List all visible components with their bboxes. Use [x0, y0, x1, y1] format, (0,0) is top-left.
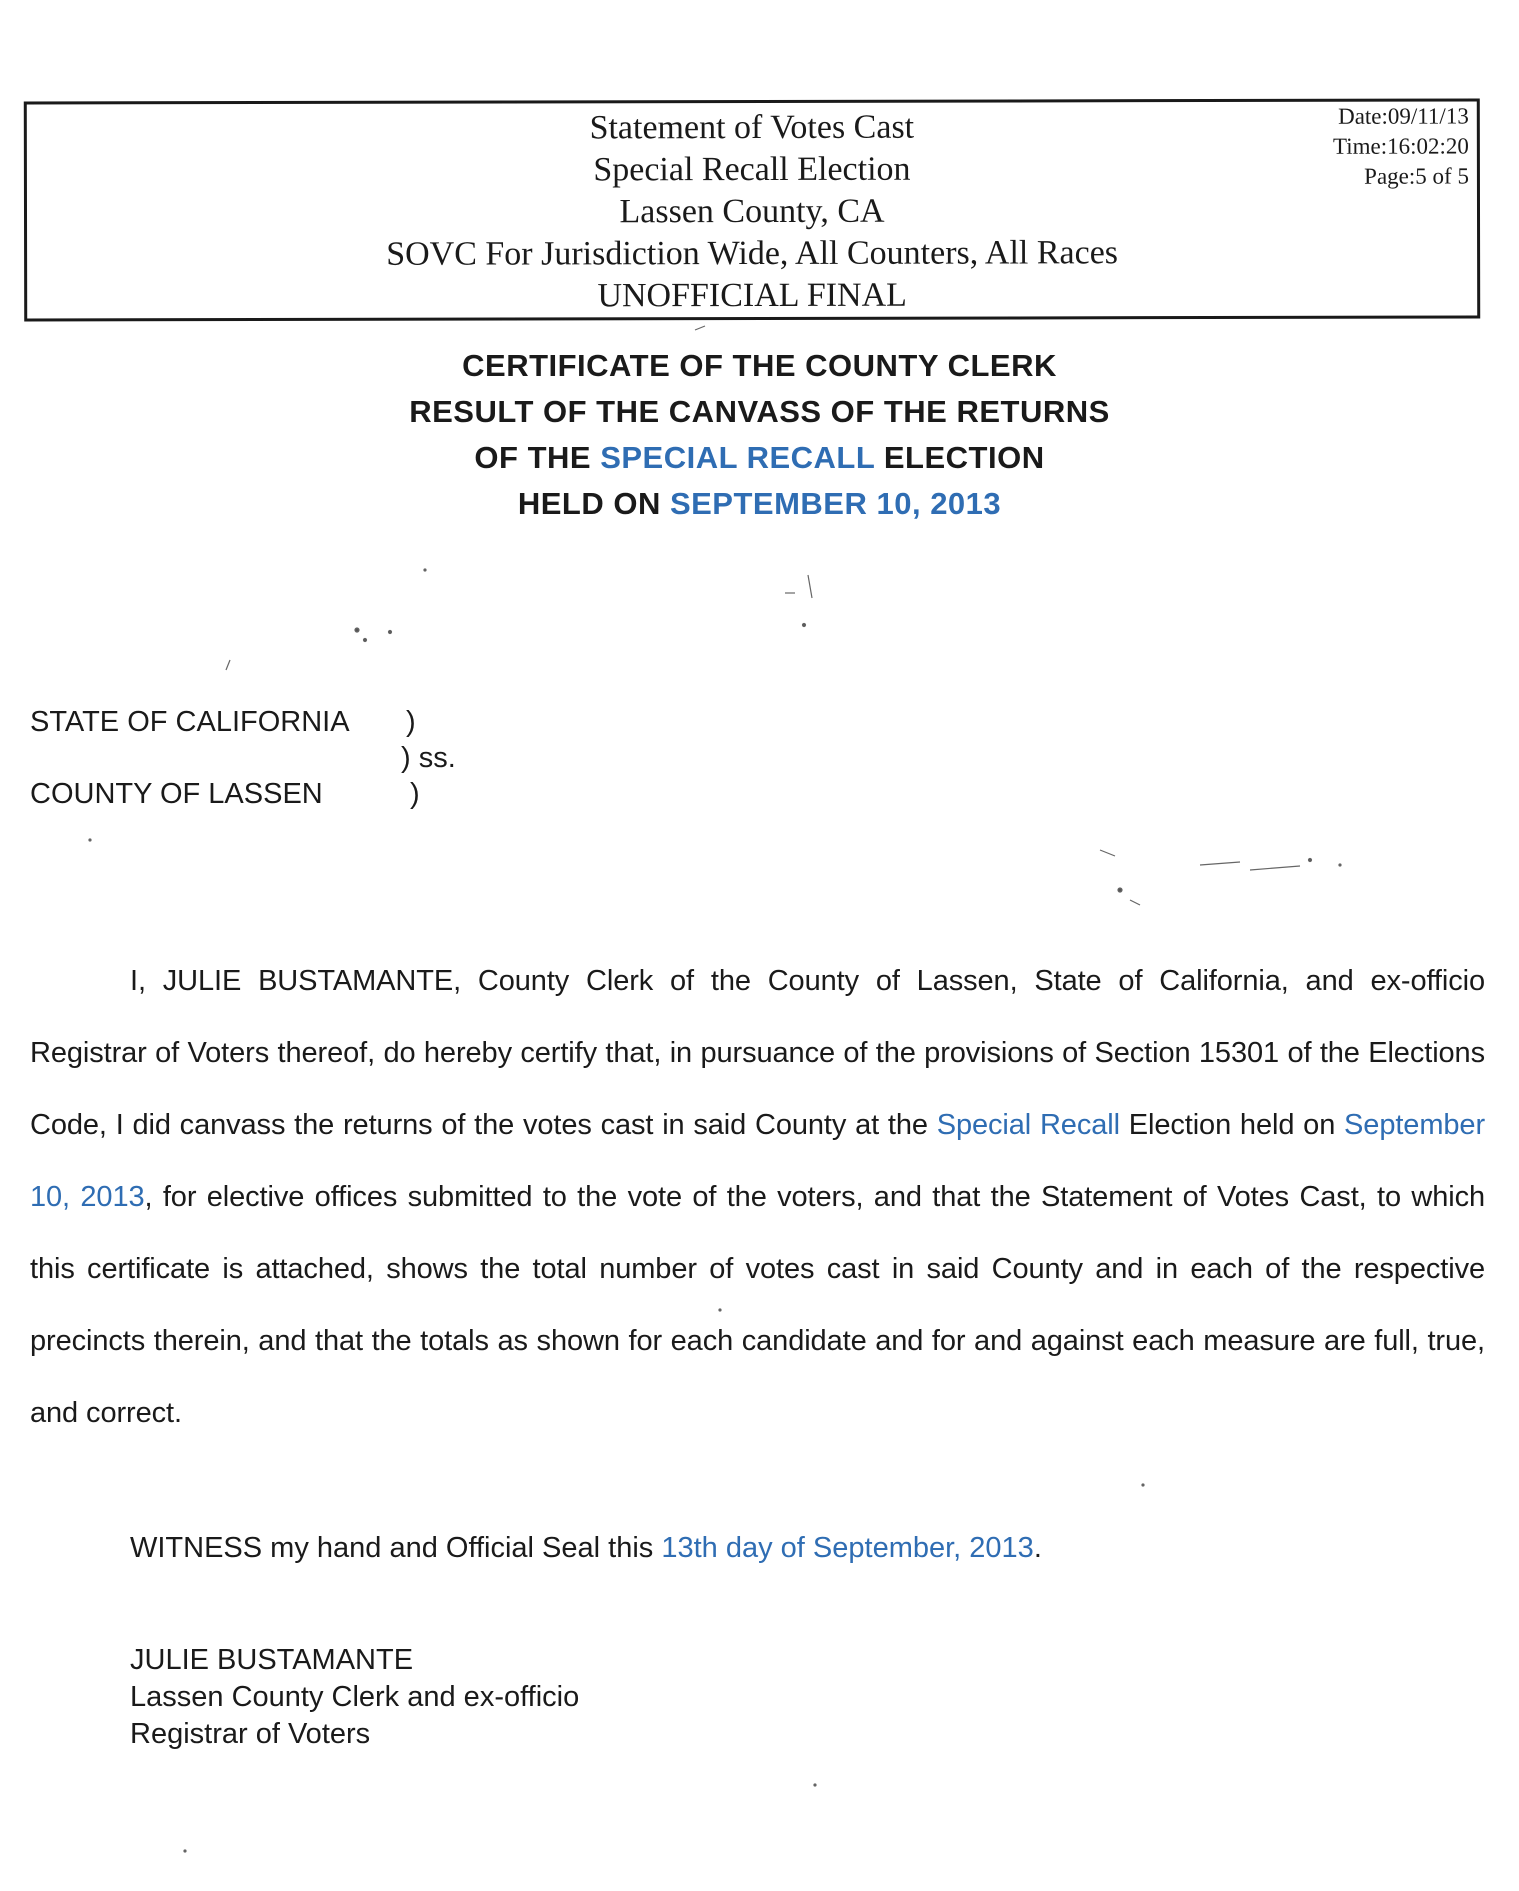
- certificate-title-line-4: [0, 481, 1519, 527]
- title-text: HELD ON: [517, 486, 670, 521]
- paragraph-text: I, JULIE BUSTAMANTE, County Clerk of the County of Lassen, State of California, and ex-officio Registrar of Voters thereof, do hereby certify that, in pursuance of the provisions of Section 15301 of the Elections Code, I did canvass the returns of the votes cast in said County at the: [30, 965, 1485, 1141]
- witness-text: .: [1033, 1532, 1042, 1564]
- ss-mark: ) ss.: [401, 742, 456, 774]
- report-page: Page:5 of 5: [1364, 163, 1469, 189]
- witness-line: [130, 1528, 1042, 1568]
- paragraph-election-name: Special Recall: [936, 1109, 1120, 1141]
- certificate-title-line-3: [0, 435, 1519, 481]
- report-date: Date:09/11/13: [1338, 103, 1469, 129]
- certificate-title-line-2: RESULT OF THE CANVASS OF THE RETURNS: [409, 394, 1110, 429]
- title-election-name: SPECIAL RECALL: [600, 440, 875, 475]
- signer-title-continued: Registrar of Voters: [130, 1718, 371, 1750]
- certificate-title-line-1: CERTIFICATE OF THE COUNTY CLERK: [462, 348, 1057, 383]
- report-meta: [1333, 101, 1469, 191]
- report-scope: SOVC For Jurisdiction Wide, All Counters, All Races: [386, 234, 1119, 273]
- title-text: OF THE: [474, 440, 601, 475]
- report-status: UNOFFICIAL FINAL: [597, 276, 907, 315]
- witness-date: 13th day of September, 2013: [661, 1532, 1034, 1564]
- paragraph-text: , for elective offices submitted to the vote of the voters, and that the Statement of Votes Cast, to which this certificate is attached, shows the total number of votes cast in said County and in each of the respective precincts therein, and that the totals as shown for each candidate and for and against each measure are full, true, and correct.: [30, 1181, 1485, 1429]
- signer-name: JULIE BUSTAMANTE: [130, 1644, 414, 1676]
- county-name: Lassen County, CA: [619, 192, 885, 231]
- signer-title: Lassen County Clerk and ex-officio: [130, 1681, 580, 1713]
- title-text: ELECTION: [874, 440, 1045, 475]
- report-title: Statement of Votes Cast: [589, 108, 915, 147]
- report-time: Time:16:02:20: [1332, 133, 1469, 159]
- title-election-date: SEPTEMBER 10, 2013: [669, 486, 1002, 521]
- election-name: Special Recall Election: [593, 150, 911, 189]
- report-header-titles: [27, 105, 1477, 318]
- county-paren: ): [410, 778, 420, 810]
- witness-text: WITNESS my hand and Official Seal this: [130, 1532, 662, 1564]
- certificate-title: [0, 343, 1519, 527]
- state-paren: ): [406, 706, 416, 738]
- signature-block: [130, 1642, 579, 1753]
- paragraph-election-date: September 10, 2013: [30, 1109, 1486, 1213]
- paragraph-text: Election held on: [1119, 1109, 1345, 1141]
- report-header-box: [24, 98, 1480, 321]
- certification-paragraph: [30, 945, 1485, 1449]
- state-label: STATE OF CALIFORNIA: [30, 706, 350, 738]
- county-label: COUNTY OF LASSEN: [30, 778, 323, 810]
